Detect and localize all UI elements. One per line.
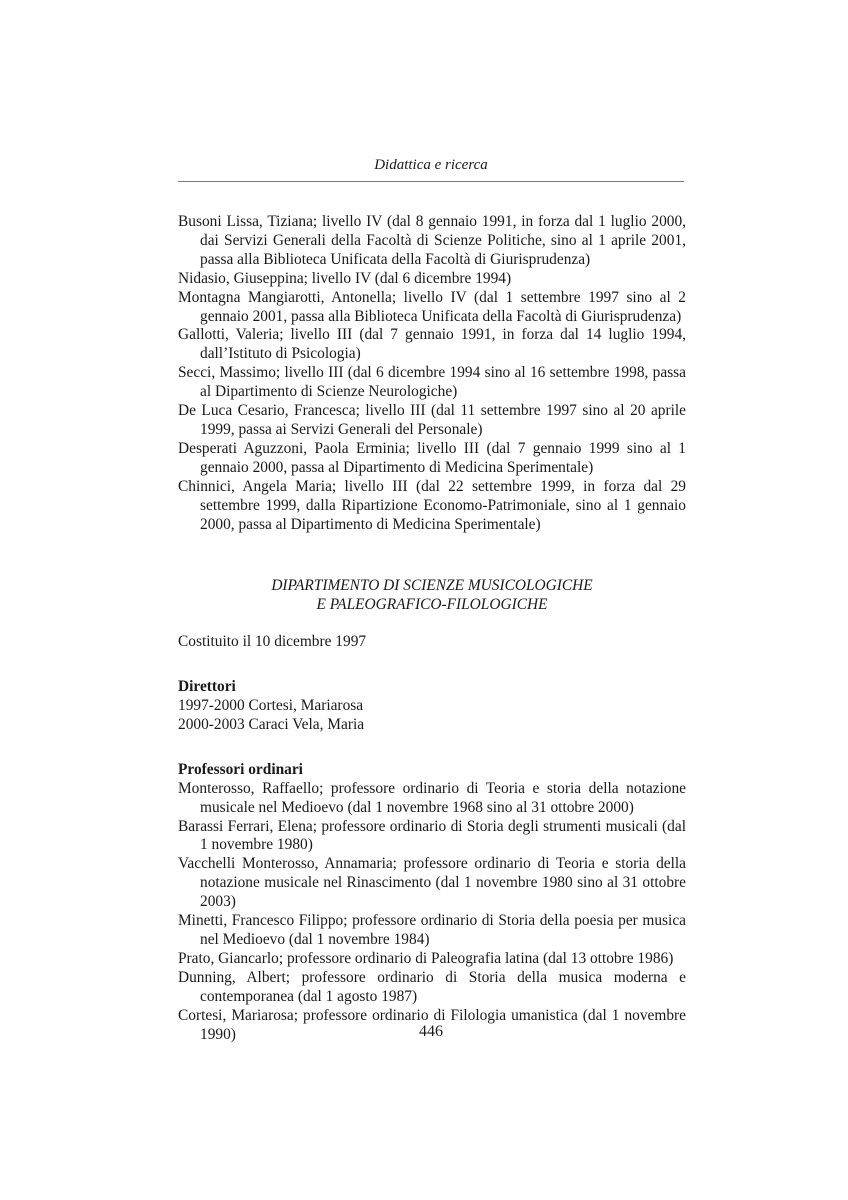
professor-entry: Monterosso, Raffaello; professore ordinario di Teoria e storia della notazione musicale nel Medioevo (dal 1 novembre 1968 sino al 31 ottobre 2000) xyxy=(178,779,686,816)
staff-entry: Secci, Massimo; livello III (dal 6 dicembre 1994 sino al 16 settembre 1998, passa al Dipartimento di Scienze Neurologiche) xyxy=(178,364,686,401)
professor-entry: Vacchelli Monterosso, Annamaria; professore ordinario di Teoria e storia della notazione musicale nel Rinascimento (dal 1 novembre 1980 sino al 31 ottobre 2003) xyxy=(178,855,686,911)
directors-heading: Direttori xyxy=(178,678,236,696)
department-section xyxy=(178,577,686,1044)
staff-entry: Chinnici, Angela Maria; livello III (dal 22 settembre 1999, in forza dal 29 settembre 1999, dalla Ripartizione Economo-Patrimoniale, sino al 1 gennaio 2000, passa al Dipartimento di Medicina Sperimentale) xyxy=(178,477,686,533)
page-number: 446 xyxy=(419,1023,443,1040)
professor-entry: Prato, Giancarlo; professore ordinario di Paleografia latina (dal 13 ottobre 1986) xyxy=(178,949,674,967)
director-entry: 2000-2003 Caraci Vela, Maria xyxy=(178,715,365,733)
staff-entry: Desperati Aguzzoni, Paola Erminia; livello III (dal 7 gennaio 1999 sino al 1 gennaio 2000, passa al Dipartimento di Medicina Sperimentale) xyxy=(178,439,686,476)
page-body xyxy=(178,213,686,1044)
staff-entry: De Luca Cesario, Francesca; livello III (dal 11 settembre 1997 sino al 20 aprile 1999, passa ai Servizi Generali del Personale) xyxy=(178,402,686,438)
professor-entry: Dunning, Albert; professore ordinario di Storia della musica moderna e contemporanea (dal 1 agosto 1987) xyxy=(178,968,686,1005)
established-date: Costituito il 10 dicembre 1997 xyxy=(178,633,367,651)
header-rule xyxy=(178,181,684,182)
staff-entry: Montagna Mangiarotti, Antonella; livello IV (dal 1 settembre 1997 sino al 2 gennaio 2001, passa alla Biblioteca Unificata della Facoltà di Giurisprudenza) xyxy=(178,288,686,325)
staff-entry: Busoni Lissa, Tiziana; livello IV (dal 8 gennaio 1991, in forza dal 1 luglio 2000, dai Servizi Generali della Facoltà di Scienze Politiche, sino al 1 aprile 2001, passa alla Biblioteca Unificata della Facoltà di Giurisprudenza) xyxy=(178,213,686,268)
professor-entry: Cortesi, Mariarosa; professore ordinario di Filologia umanistica (dal 1 novembre 1990) xyxy=(178,1006,686,1043)
staff-entry: Nidasio, Giuseppina; livello IV (dal 6 dicembre 1994) xyxy=(178,269,512,287)
staff-entry: Gallotti, Valeria; livello III (dal 7 gennaio 1991, in forza dal 14 luglio 1994, dall’Istituto di Psicologia) xyxy=(178,326,686,363)
professor-entry: Barassi Ferrari, Elena; professore ordinario di Storia degli strumenti musicali (dal 1 novembre 1980) xyxy=(178,817,686,854)
professor-entry: Minetti, Francesco Filippo; professore ordinario di Storia della poesia per musica nel Medioevo (dal 1 novembre 1984) xyxy=(178,912,686,948)
section-title-line-2: E PALEOGRAFICO-FILOLOGICHE xyxy=(316,596,548,614)
staff-list xyxy=(178,213,686,534)
section-title-line-1: DIPARTIMENTO DI SCIENZE MUSICOLOGICHE xyxy=(271,577,593,595)
professors-heading: Professori ordinari xyxy=(178,760,303,778)
running-head: Didattica e ricerca xyxy=(374,157,488,173)
director-entry: 1997-2000 Cortesi, Mariarosa xyxy=(178,697,364,715)
